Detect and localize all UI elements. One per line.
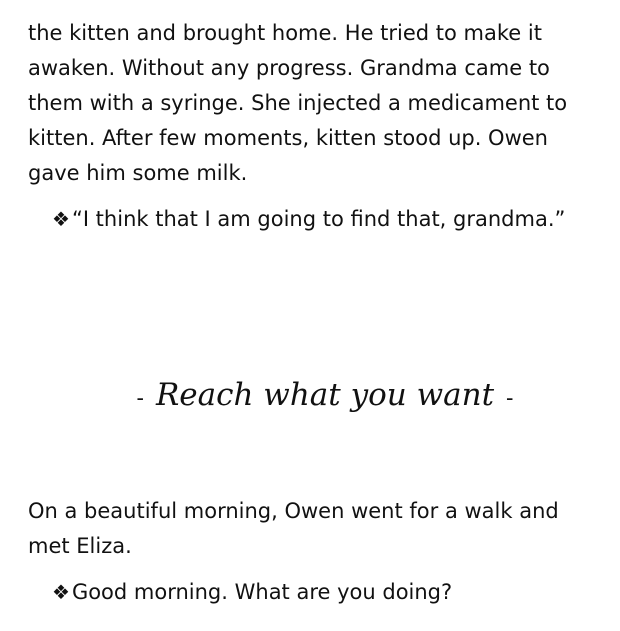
paragraph-line: them with a syringe. She injected a medicament to [28, 91, 568, 115]
chapter-title: Reach what you want [155, 377, 495, 413]
paragraph-line: awaken. Without any progress. Grandma came to [28, 56, 550, 80]
dialogue-bullet-2 [52, 575, 452, 610]
paragraph-line: the kitten and brought home. He tried to make it [28, 21, 542, 45]
heading-dash-right: - [506, 386, 514, 411]
story-paragraph-2 [28, 494, 588, 564]
chapter-heading [0, 370, 620, 424]
diamond-bullet-icon: ❖ [52, 580, 70, 604]
paragraph-line: met Eliza. [28, 534, 132, 558]
paragraph-line: On a beautiful morning, Owen went for a walk and [28, 499, 559, 523]
diamond-bullet-icon: ❖ [52, 207, 70, 231]
heading-dash-left: - [136, 386, 144, 411]
paragraph-line: kitten. After few moments, kitten stood up. Owen [28, 126, 548, 150]
story-paragraph-1 [28, 16, 588, 191]
dialogue-text: Good morning. What are you doing? [71, 580, 453, 604]
dialogue-text: “I think that I am going to find that, grandma.” [71, 207, 566, 231]
paragraph-line: gave him some milk. [28, 161, 248, 185]
dialogue-bullet-1 [52, 202, 565, 237]
